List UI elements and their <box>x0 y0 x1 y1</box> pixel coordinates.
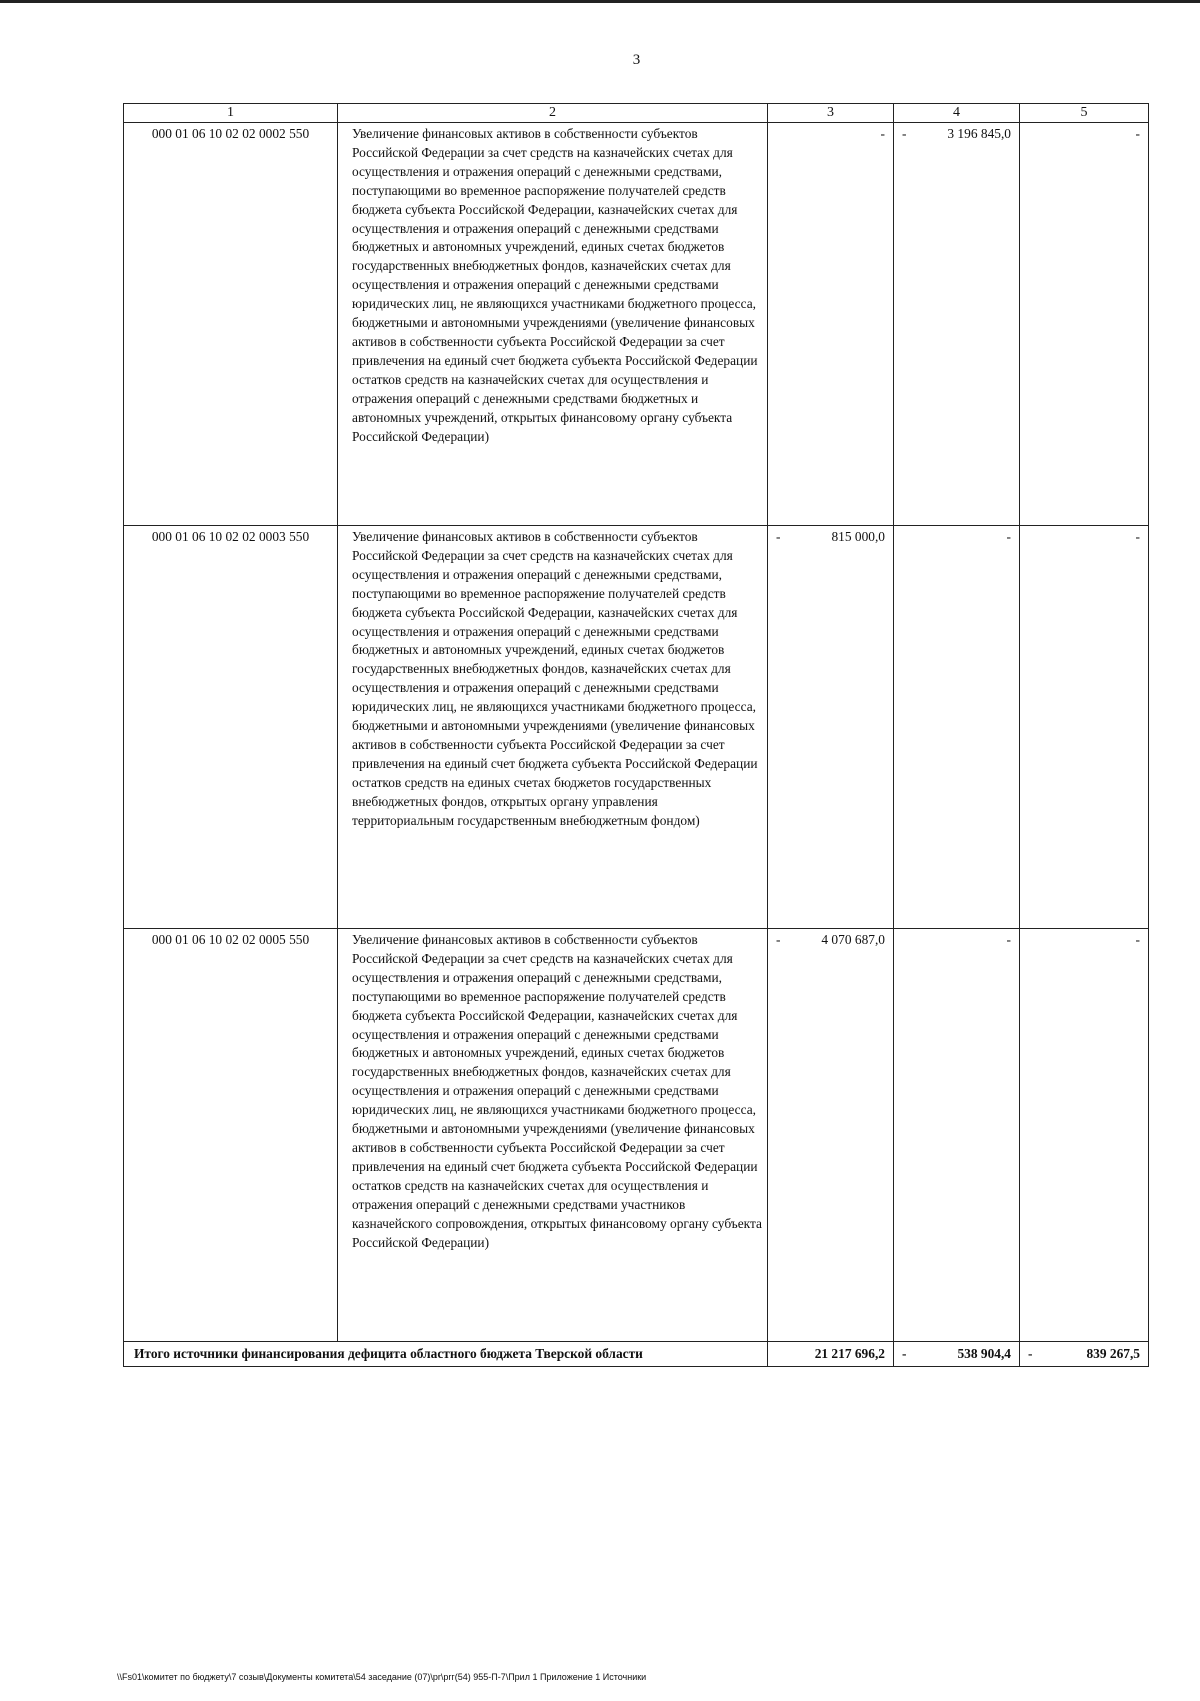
amount-sign: - <box>902 1345 907 1361</box>
table-row <box>124 123 1149 526</box>
row-description <box>338 123 768 526</box>
amount-col3 <box>768 526 894 929</box>
amount-value: - <box>880 126 885 141</box>
amount-value: - <box>1135 529 1140 544</box>
row-description-text: Увеличение финансовых активов в собственности субъектов Российской Федерации за счет средств на казначейских счетах для осуществления и отражения операций с денежными средствами, поступающими во временное распоряжение получателей средств бюджета субъекта Российской Федерации, казначейских счетах для осуществления и отражения операций с денежными средствами бюджетных и автономных учреждений, единых счетах бюджетов государственных внебюджетных фондов, казначейских счетах для осуществления и отражения операций с денежными средствами юридических лиц, не являющихся участниками бюджетного процесса, бюджетными и автономными учреждениями (увеличение финансовых активов в собственности субъекта Российской Федерации за счет привлечения на единый счет бюджета субъекта Российской Федерации остатков средств на единых счетах бюджетов государственных внебюджетных фондов, открытых органу управления территориальным государственным внебюджетным фондом) <box>352 529 758 828</box>
amount-col4 <box>894 123 1020 526</box>
amount-value: - <box>1006 932 1011 947</box>
column-header-5: 5 <box>1020 104 1149 123</box>
total-col5 <box>1020 1342 1149 1367</box>
row-description-text: Увеличение финансовых активов в собственности субъектов Российской Федерации за счет средств на казначейских счетах для осуществления и отражения операций с денежными средствами, поступающими во временное распоряжение получателей средств бюджета субъекта Российской Федерации, казначейских счетах для осуществления и отражения операций с денежными средствами бюджетных и автономных учреждений, единых счетах бюджетов государственных внебюджетных фондов, казначейских счетах для осуществления и отражения операций с денежными средствами юридических лиц, не являющихся участниками бюджетного процесса, бюджетными и автономными учреждениями (увеличение финансовых активов в собственности субъекта Российской Федерации за счет привлечения на единый счет бюджета субъекта Российской Федерации остатков средств на казначейских счетах для осуществления и отражения операций с денежными средствами бюджетных и автономных учреждений, открытых финансовому органу субъекта Российской Федерации) <box>352 126 758 444</box>
amount-col5 <box>1020 929 1149 1342</box>
amount-col3 <box>768 929 894 1342</box>
amount-value: - <box>1135 932 1140 947</box>
amount-value: 4 070 687,0 <box>821 932 885 947</box>
total-col3 <box>768 1342 894 1367</box>
column-header-2: 2 <box>338 104 768 123</box>
page-top-edge <box>0 0 1200 3</box>
column-header-1: 1 <box>124 104 338 123</box>
total-row <box>124 1342 1149 1367</box>
header-row <box>124 104 1149 123</box>
financing-sources-table <box>123 103 1149 1367</box>
amount-sign: - <box>776 529 781 544</box>
amount-value: 839 267,5 <box>1086 1345 1140 1361</box>
amount-value: 538 904,4 <box>957 1345 1011 1361</box>
amount-value: 3 196 845,0 <box>947 126 1011 141</box>
amount-value: - <box>1135 126 1140 141</box>
amount-sign: - <box>776 932 781 947</box>
budget-code: 000 01 06 10 02 02 0005 550 <box>124 929 338 1342</box>
footer-file-path: \\Fs01\комитет по бюджету\7 созыв\Документы комитета\54 заседание (07)\pr\prг(54) 955-П-7\Прил 1 Приложение 1 Источники <box>117 1672 647 1682</box>
amount-sign: - <box>1028 1345 1033 1361</box>
amount-value: 815 000,0 <box>831 529 885 544</box>
column-header-3: 3 <box>768 104 894 123</box>
table-row <box>124 929 1149 1342</box>
amount-col3 <box>768 123 894 526</box>
column-header-4: 4 <box>894 104 1020 123</box>
amount-value: - <box>1006 529 1011 544</box>
amount-value: 21 217 696,2 <box>814 1345 885 1361</box>
page-number: 3 <box>632 52 641 68</box>
amount-col5 <box>1020 123 1149 526</box>
row-description <box>338 526 768 929</box>
total-col4 <box>894 1342 1020 1367</box>
amount-sign: - <box>902 126 907 141</box>
row-description-text: Увеличение финансовых активов в собственности субъектов Российской Федерации за счет средств на казначейских счетах для осуществления и отражения операций с денежными средствами, поступающими во временное распоряжение получателей средств бюджета субъекта Российской Федерации, казначейских счетах для осуществления и отражения операций с денежными средствами бюджетных и автономных учреждений, единых счетах бюджетов государственных внебюджетных фондов, казначейских счетах для осуществления и отражения операций с денежными средствами юридических лиц, не являющихся участниками бюджетного процесса, бюджетными и автономными учреждениями (увеличение финансовых активов в собственности субъекта Российской Федерации за счет привлечения на единый счет бюджета субъекта Российской Федерации остатков средств на казначейских счетах для осуществления и отражения операций с денежными средствами участников казначейского сопровождения, открытых финансовому органу субъекта Российской Федерации) <box>352 932 762 1250</box>
table-row <box>124 526 1149 929</box>
budget-code: 000 01 06 10 02 02 0002 550 <box>124 123 338 526</box>
amount-col5 <box>1020 526 1149 929</box>
amount-col4 <box>894 526 1020 929</box>
row-description <box>338 929 768 1342</box>
budget-code: 000 01 06 10 02 02 0003 550 <box>124 526 338 929</box>
amount-col4 <box>894 929 1020 1342</box>
total-label: Итого источники финансирования дефицита областного бюджета Тверской области <box>124 1342 768 1367</box>
